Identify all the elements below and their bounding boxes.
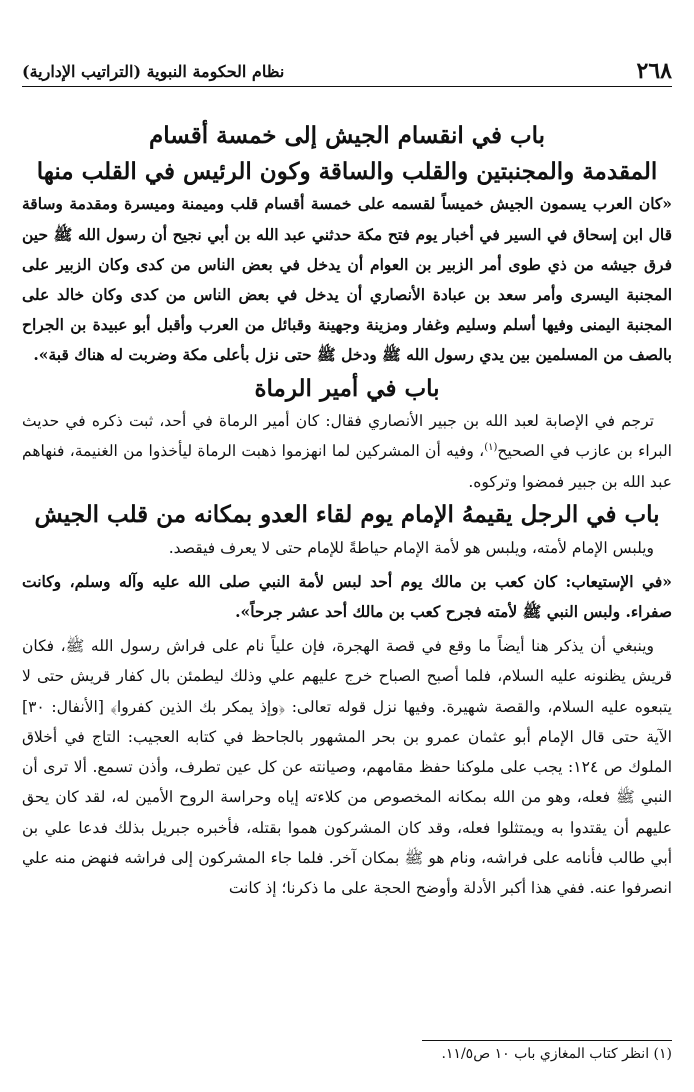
footnote-marker: (١) xyxy=(484,442,498,454)
page-header xyxy=(22,56,672,87)
paragraph-archers-text-b: ، وفيه أن المشركين لما انهزموا ذهبت الرماة ليأخذوا من الغنيمة، فنهاهم عبد الله بن جبير فمضوا وتركوه. xyxy=(22,442,672,491)
paragraph-archers-text-a: ترجم في الإصابة لعبد الله بن جبير الأنصاري فقال: كان أمير الرماة في أحد، ثبت ذكره في حديث البراء بن عازب في الصحيح xyxy=(22,412,672,461)
section-heading-archers-commander: باب في أمير الرماة xyxy=(254,374,440,402)
section-heading-army-divisions: باب في انقسام الجيش إلى خمسة أقسام xyxy=(148,122,546,149)
running-title: نظام الحكومة النبوية (التراتيب الإدارية) xyxy=(22,61,285,81)
paragraph-istiab-quote: «في الإستيعاب: كان كعب بن مالك يوم أحد لبس لأمة النبي صلى الله عليه وآله وسلم، وكانت صفراء. ولبس النبي ﷺ لأمته فجرح كعب بن مالك أحد عشر جرحاً». xyxy=(22,571,672,621)
section-subheading-army-divisions: المقدمة والمجنبتين والقلب والساقة وكون الرئيس في القلب منها xyxy=(36,157,658,185)
book-page xyxy=(22,0,672,1092)
footnote: (١) انظر كتاب المغازي باب ١٠ ص١١/٥. xyxy=(441,1046,672,1062)
page-body xyxy=(22,118,672,903)
paragraph-army-divisions: «كان العرب يسمون الجيش خميساً لقسمه على خمسة أقسام قلب وميمنة وميسرة ومقدمة وساقة قال ابن إسحاق في السير في أخبار يوم فتح مكة حدثني عبد الله بن أبي نجيح أن رسول الله ﷺ حين فرق جيشه من ذي طوى أمر الزبير بن العوام أن يدخل في بعض الناس من كدى وكان الزبير على المجنبة اليسرى وأمر سعد بن عبادة الأنصاري أن يدخل في بعض الناس من كدى وكان خالد على المجنبة اليمنى وفيها أسلم وسليم وغفار ومزينة وجهينة وقبائل من العرب وأقبل أبو عبيدة بن الجراح بالصف من المسلمين بين يدي رسول الله ﷺ ودخل ﷺ حتى نزل بأعلى مكة وضربت له هناك قبة». xyxy=(22,194,672,365)
paragraph-hijra-story: وينبغي أن يذكر هنا أيضاً ما وقع في قصة الهجرة، فإن علياً نام على فراش رسول الله ﷺ، فكان قريش يظنونه عليه السلام، فلما أصبح الصباح خرج عليهم علي وذلك ليطمئن بال كفار قريش حتى لا يتبعوه عليه السلام، والقصة شهيرة. وفيها نزل قوله تعالى: ﴿وإذ يمكر بك الذين كفروا﴾ [الأنفال: ٣٠] الآية حتى قال الإمام أبو عثمان عمرو بن بحر المشهور بالجاحظ في كتابه العجيب: التاج في أخلاق الملوك ص ١٢٤: يجب على ملوكنا حفظ مقامهم، وصيانته عن كل عين تطرف، وأذن تسمع. ألا ترى أن النبي ﷺ فعله، وهو من الله بمكانه المخصوص من كلاءته إياه وحراسة الروح الأمين له، لقد كان يحق عليهم أن يقتدوا به ويمتثلوا فعله، وقد كان المشركون هموا بقتله، فأخبره جبريل بذلك فدعا علي بن أبي طالب فأنامه على فراشه، ونام هو ﷺ بمكان آخر. فلما جاء المشركون إلى فراشه فنهض منه علي انصرفوا عنه. ففي هذا أكبر الأدلة وأوضح الحجة على ما ذكرنا؛ إذ كانت xyxy=(22,637,673,897)
footnote-divider xyxy=(422,1040,672,1041)
section-heading-imam-substitute: باب في الرجل يقيمهُ الإمام يوم لقاء العدو بمكانه من قلب الجيش xyxy=(34,500,660,528)
paragraph-imam-armor: ويلبس الإمام لأمته، ويلبس هو لأمة الإمام حياطةً للإمام حتى لا يعرف فيقصد. xyxy=(168,538,654,557)
paragraph-archers-commander xyxy=(22,406,672,497)
page-number: ٢٦٨ xyxy=(636,58,672,84)
